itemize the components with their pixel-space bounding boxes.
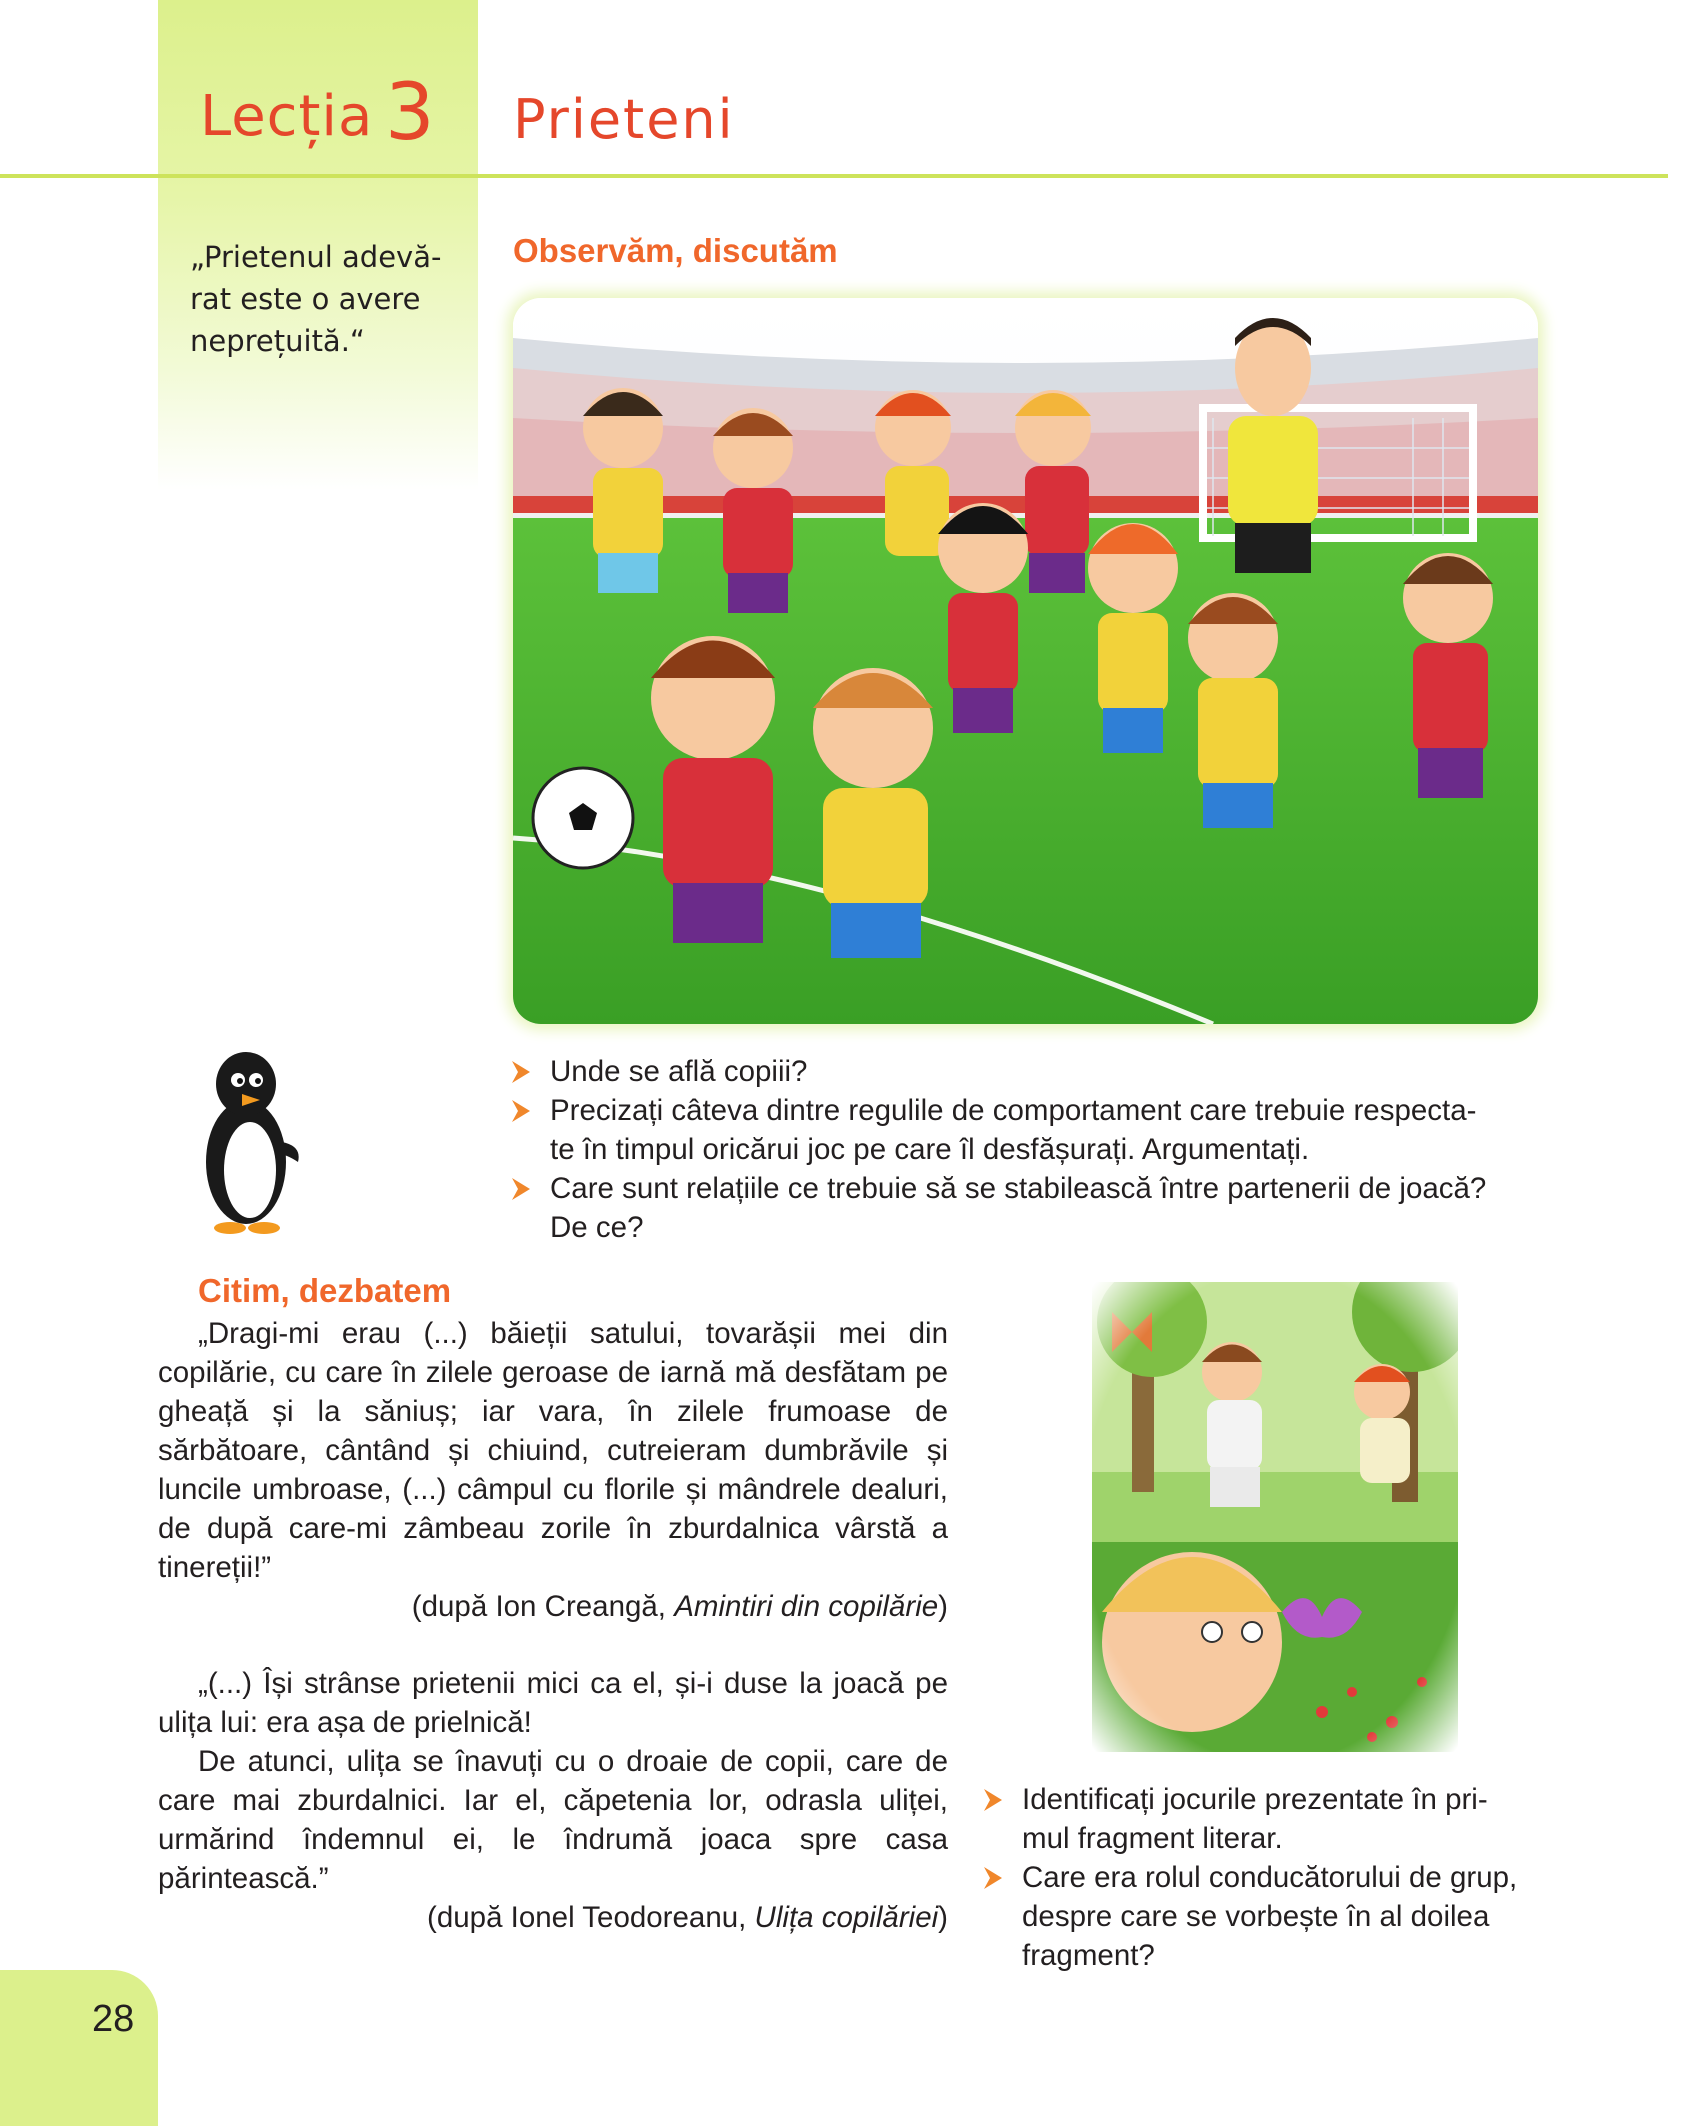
fragment-text: „Dragi-mi erau (...) băieții satului, tovarășii mei din copilărie, cu care în zilele geroase de iarnă mă desfătam pe gheață și la săniuș; iar vara, în zilele frumoase de sărbătoare, cântând și chiuind, cutreieram dumbrăvile și luncile umbroase, (...) câmpul cu florile și mândrele dealuri, de după care-mi zâmbeau zorile în zburdalnica vârstă a tinereții!” (158, 1317, 948, 1584)
question-line: te în timpul oricărui joc pe care îl desfășurați. Argumentați. (550, 1133, 1310, 1166)
arrow-bullet-icon (510, 1176, 532, 1202)
children-garden-illustration (1092, 1282, 1458, 1752)
question-line: De ce? (550, 1211, 644, 1244)
question-line: Care sunt relațiile ce trebuie să se stabilească între partenerii de joacă? (550, 1172, 1487, 1205)
fragment-source (158, 1898, 948, 1937)
fragment-paragraph: „(...) Își strânse prietenii mici ca el, și-i duse la joacă pe ulița lui: era așa de prielnică! (158, 1667, 948, 1739)
question-line: fragment? (1022, 1939, 1155, 1972)
source-prefix: (după Ionel Teodoreanu, (427, 1901, 755, 1934)
list-item (982, 1780, 1540, 1858)
arrow-bullet-icon (982, 1787, 1004, 1813)
section-heading-read: Citim, dezbatem (198, 1272, 452, 1309)
question-line: mul fragment literar. (1022, 1822, 1283, 1855)
header-rule (0, 174, 1668, 178)
read-questions-list (982, 1780, 1540, 1975)
literary-fragment-1 (158, 1314, 948, 1626)
list-item (982, 1858, 1540, 1975)
motto-line: „Prietenul adevă- (190, 240, 442, 274)
section-heading-observe: Observăm, discutăm (513, 232, 838, 269)
source-title: Ulița copilăriei (754, 1901, 939, 1934)
source-prefix: (după Ion Creangă, (411, 1590, 675, 1623)
lesson-number: 3 (385, 68, 435, 158)
question-line: despre care se vorbește în al doilea (1022, 1900, 1490, 1933)
page-number-tab (0, 1970, 158, 2126)
source-title: Amintiri din copilărie (674, 1590, 939, 1623)
question-line: Identificați jocurile prezentate în pri- (1022, 1783, 1488, 1816)
fragment-source (158, 1587, 948, 1626)
list-item (510, 1052, 1545, 1091)
lesson-title: Prieteni (513, 88, 735, 151)
football-scene-drawing (513, 298, 1538, 1024)
penguin-mascot-icon (198, 1042, 308, 1242)
arrow-bullet-icon (510, 1098, 532, 1124)
motto-quote (190, 236, 470, 362)
page-number: 28 (92, 1998, 135, 2040)
football-scene-illustration (513, 298, 1538, 1024)
motto-line: neprețuită.“ (190, 324, 365, 358)
source-suffix: ) (938, 1901, 948, 1934)
fragment-paragraph: De atunci, ulița se înavuți cu o droaie de copii, care de care mai zburdalnici. Iar el, căpetenia lor, odrasla uliței, urmărind îndemnul ei, le îndrumă joaca spre casa părintească.” (158, 1745, 948, 1895)
observe-questions-list (510, 1052, 1545, 1247)
lesson-label: Lecția (200, 84, 374, 149)
arrow-bullet-icon (510, 1059, 532, 1085)
question-line: Unde se află copiii? (550, 1055, 808, 1088)
arrow-bullet-icon (982, 1865, 1004, 1891)
question-line: Care era rolul conducătorului de grup, (1022, 1861, 1518, 1894)
question-line: Precizați câteva dintre regulile de comportament care trebuie respecta- (550, 1094, 1477, 1127)
literary-fragment-2 (158, 1664, 948, 1937)
list-item (510, 1091, 1545, 1169)
motto-line: rat este o avere (190, 282, 421, 316)
source-suffix: ) (938, 1590, 948, 1623)
list-item (510, 1169, 1545, 1247)
